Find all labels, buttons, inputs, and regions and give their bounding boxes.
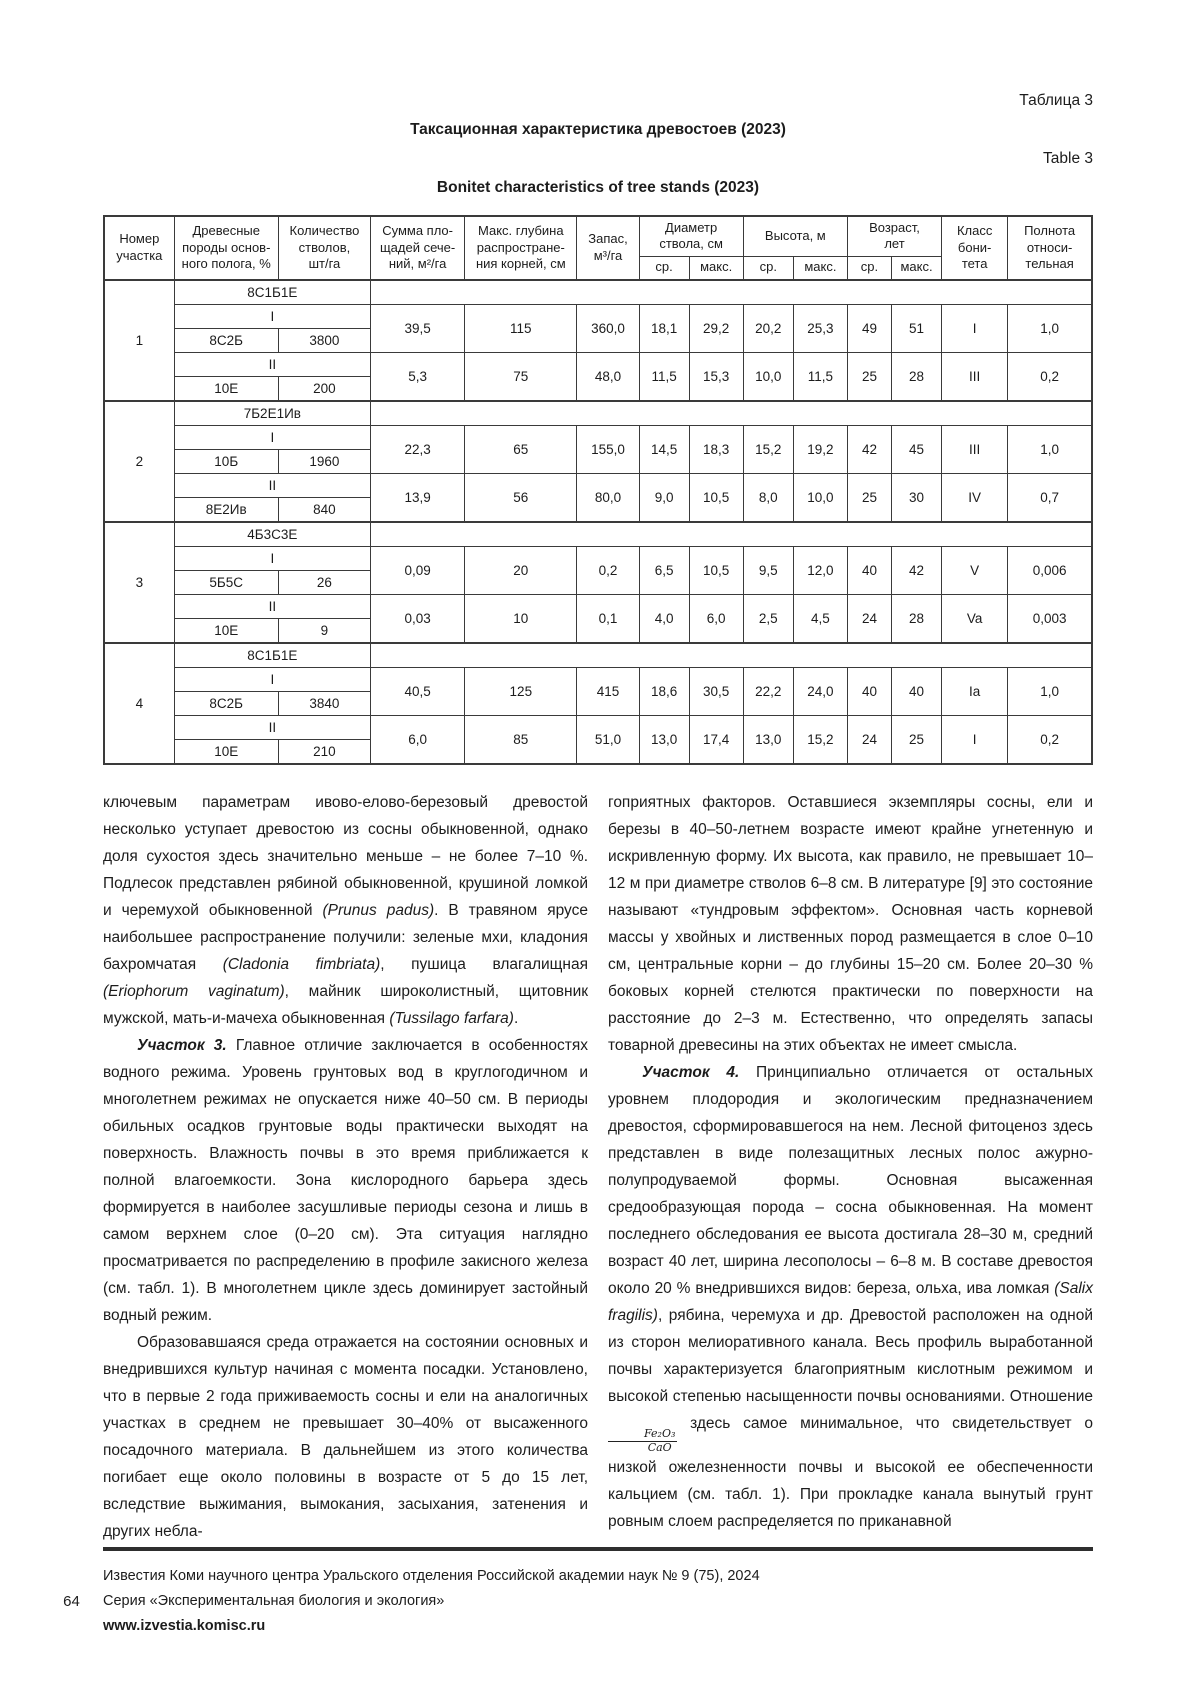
species-cell: 8С2Б <box>174 692 278 716</box>
data-cell: 0,2 <box>1008 353 1092 402</box>
data-cell: III <box>942 426 1008 474</box>
page-number: 64 <box>63 1593 80 1611</box>
stem-count-cell: 3840 <box>278 692 370 716</box>
data-cell: Va <box>942 595 1008 644</box>
text-run: , рябина, черемуха и др. Древостой расположен на одной из сторон мелиоративного канала. Весь профиль выработанной почвы характеризуется благоприятным кислотным режимом и высокой степенью насыщенности почвы основаниями. Отношение <box>608 1307 1093 1405</box>
tier-label-cell: II <box>174 474 370 498</box>
body-paragraph <box>103 789 588 1032</box>
stem-count-cell: 1960 <box>278 450 370 474</box>
tier-label-cell: I <box>174 668 370 692</box>
header-height-max: макс. <box>793 256 847 280</box>
data-cell: 19,2 <box>793 426 847 474</box>
text-run: . В травяном ярусе наибольшее распространение получили: зеленые мхи, кладония бахромчатая <box>103 902 588 973</box>
data-cell: 18,1 <box>639 305 689 353</box>
data-cell: 13,9 <box>371 474 465 523</box>
tier-label-cell: I <box>174 426 370 450</box>
section-number-cell: 3 <box>104 522 174 643</box>
body-paragraph-plot3 <box>103 1032 588 1329</box>
species-cell: 10Е <box>174 740 278 765</box>
data-cell: 11,5 <box>793 353 847 402</box>
data-cell: 9,5 <box>743 547 793 595</box>
data-cell: I <box>942 305 1008 353</box>
text-column-left <box>103 789 588 1545</box>
data-cell: 360,0 <box>577 305 639 353</box>
data-cell: 20 <box>465 547 577 595</box>
table-title-ru: Таксационная характеристика древостоев (2023) <box>410 121 786 138</box>
table-title-en: Bonitet characteristics of tree stands (2023) <box>436 179 760 196</box>
data-cell: 4,0 <box>639 595 689 644</box>
header-species: Древесные породы основ- ного полога, % <box>174 216 278 280</box>
data-cell: 30,5 <box>689 668 743 716</box>
data-cell: IV <box>942 474 1008 523</box>
header-root-depth: Макс. глубина распростране- ния корней, см <box>465 216 577 280</box>
table-label-en: Table 3 <box>1043 150 1093 167</box>
composition-row <box>104 522 1092 547</box>
data-cell: 4,5 <box>793 595 847 644</box>
header-height: Высота, м <box>743 216 847 256</box>
data-cell: 125 <box>465 668 577 716</box>
tier-label-row <box>104 353 1092 377</box>
data-cell: 155,0 <box>577 426 639 474</box>
tier-label-row <box>104 716 1092 740</box>
tier-label-row <box>104 474 1092 498</box>
data-cell: 10,0 <box>743 353 793 402</box>
data-cell: 9,0 <box>639 474 689 523</box>
data-cell: I <box>942 716 1008 765</box>
data-cell: 56 <box>465 474 577 523</box>
data-cell: 40 <box>892 668 942 716</box>
header-diameter-avg: ср. <box>639 256 689 280</box>
composition-cell: 8С1Б1Е <box>174 643 370 668</box>
data-cell: 42 <box>847 426 891 474</box>
data-cell: 80,0 <box>577 474 639 523</box>
data-cell: 20,2 <box>743 305 793 353</box>
composition-empty-cell <box>371 401 1092 426</box>
text-column-right <box>608 789 1093 1545</box>
fraction-fe2o3-cao: $\frac{\text{Fe₂O₃}}{\text{CaO}}$ <box>608 1428 677 1454</box>
header-age-avg: ср. <box>847 256 891 280</box>
data-cell: 42 <box>892 547 942 595</box>
data-cell: 115 <box>465 305 577 353</box>
data-cell: 51,0 <box>577 716 639 765</box>
data-cell: 12,0 <box>793 547 847 595</box>
data-cell: 0,1 <box>577 595 639 644</box>
tier-label-row <box>104 305 1092 329</box>
species-cell: 8Е2Ив <box>174 498 278 523</box>
data-cell: 0,2 <box>577 547 639 595</box>
data-cell: 18,6 <box>639 668 689 716</box>
species-cell: 5Б5С <box>174 571 278 595</box>
header-plot-number: Номер участка <box>104 216 174 280</box>
composition-empty-cell <box>371 280 1092 305</box>
data-cell: 8,0 <box>743 474 793 523</box>
footer-website: www.izvestia.komisc.ru <box>103 1618 266 1635</box>
data-cell: 6,0 <box>689 595 743 644</box>
data-cell: 1,0 <box>1008 426 1092 474</box>
composition-empty-cell <box>371 522 1092 547</box>
species-cell: 10Б <box>174 450 278 474</box>
header-stock: Запас, м³/га <box>577 216 639 280</box>
latin-species-name: (Prunus padus) <box>322 902 435 919</box>
tier-label-cell: I <box>174 547 370 571</box>
body-paragraph <box>103 1329 588 1545</box>
stem-count-cell: 210 <box>278 740 370 765</box>
section-number-cell: 4 <box>104 643 174 764</box>
data-cell: 5,3 <box>371 353 465 402</box>
data-cell: 0,2 <box>1008 716 1092 765</box>
tier-label-cell: II <box>174 595 370 619</box>
data-cell: 1,0 <box>1008 668 1092 716</box>
data-cell: 75 <box>465 353 577 402</box>
data-cell: 25,3 <box>793 305 847 353</box>
data-cell: 40,5 <box>371 668 465 716</box>
composition-row <box>104 401 1092 426</box>
data-cell: 17,4 <box>689 716 743 765</box>
stem-count-cell: 26 <box>278 571 370 595</box>
body-paragraph-plot4 <box>608 1059 1093 1535</box>
text-run: ключевым параметрам ивово-елово-березовый древостой несколько уступает древостою из сосны обыкновенной, однако доля сухостоя здесь значительно меньше – не более 7–10 %. Подлесок представлен рябиной обыкновенной, крушиной ломкой и черемухой обыкновенной <box>103 794 588 919</box>
text-run: гоприятных факторов. Оставшиеся экземпляры сосны, ели и березы в 40–50-летнем возрасте имеют крайне угнетенную и искривленную форму. Их высота, как правило, не превышает 10–12 м при диаметре стволов 6–8 см. В литературе [9] это состояние называют «тундровым эффектом». Основная часть корневой массы у хвойных и лиственных пород размещается в слое 0–10 см, центральные корни – до глубины 15–20 см. Более 20–30 % боковых корней стелются практически по поверхности на расстояние до 2–3 м. Естественно, что определять запасы товарной древесины на этих объектах не имеет смысла. <box>608 794 1093 1054</box>
data-cell: 11,5 <box>639 353 689 402</box>
tier-label-cell: II <box>174 716 370 740</box>
data-cell: 49 <box>847 305 891 353</box>
data-cell: 65 <box>465 426 577 474</box>
tier-label-row <box>104 547 1092 571</box>
data-cell: 25 <box>892 716 942 765</box>
data-cell: 22,3 <box>371 426 465 474</box>
plot-lead-in: Участок 4. <box>642 1064 740 1081</box>
composition-cell: 4Б3С3Е <box>174 522 370 547</box>
data-cell: 0,09 <box>371 547 465 595</box>
data-cell: 22,2 <box>743 668 793 716</box>
stem-count-cell: 840 <box>278 498 370 523</box>
data-cell: 24 <box>847 595 891 644</box>
data-cell: 40 <box>847 668 891 716</box>
header-bonitet: Класс бони- тета <box>942 216 1008 280</box>
data-cell: 29,2 <box>689 305 743 353</box>
data-cell: Ia <box>942 668 1008 716</box>
data-cell: 10 <box>465 595 577 644</box>
footer-journal-title: Известия Коми научного центра Уральского отделения Российской академии наук № 9 (75), 2024 <box>103 1568 760 1585</box>
data-cell: 10,5 <box>689 474 743 523</box>
composition-cell: 7Б2Е1Ив <box>174 401 370 426</box>
composition-row <box>104 643 1092 668</box>
text-run: . <box>513 1010 519 1027</box>
data-cell: 10,0 <box>793 474 847 523</box>
data-cell: 28 <box>892 595 942 644</box>
data-cell: 0,006 <box>1008 547 1092 595</box>
data-cell: 25 <box>847 474 891 523</box>
species-cell: 10Е <box>174 377 278 402</box>
taxation-table <box>103 215 1093 765</box>
data-cell: 51 <box>892 305 942 353</box>
tier-label-row <box>104 668 1092 692</box>
data-cell: 10,5 <box>689 547 743 595</box>
data-cell: 6,5 <box>639 547 689 595</box>
data-cell: 13,0 <box>639 716 689 765</box>
page-footer <box>63 1564 1093 1639</box>
data-cell: 24 <box>847 716 891 765</box>
text-run: Образовавшаяся среда отражается на состоянии основных и внедрившихся культур начиная с момента посадки. Установлено, что в первые 2 года приживаемость сосны и ели на аналогичных участках в среднем не превышает 30–40% от высаженного посадочного материала. В дальнейшем из этого количества погибает еще около половины в возрасте от 5 до 15 лет, вследствие выжимания, вымокания, засыхания, затенения и других небла- <box>103 1334 588 1540</box>
composition-empty-cell <box>371 643 1092 668</box>
data-cell: III <box>942 353 1008 402</box>
header-fullness: Полнота относи- тельная <box>1008 216 1092 280</box>
table-body <box>104 280 1092 764</box>
latin-species-name: (Salix fragilis) <box>608 1280 1093 1324</box>
data-cell: 14,5 <box>639 426 689 474</box>
footer-lines <box>103 1564 760 1639</box>
header-basal-area: Сумма пло- щадей сече- ний, м²/га <box>371 216 465 280</box>
plot-lead-in: Участок 3. <box>137 1037 227 1054</box>
data-cell: 15,2 <box>793 716 847 765</box>
species-cell: 8С2Б <box>174 329 278 353</box>
data-cell: 85 <box>465 716 577 765</box>
header-age-max: макс. <box>892 256 942 280</box>
data-cell: 2,5 <box>743 595 793 644</box>
data-cell: 48,0 <box>577 353 639 402</box>
data-cell: 15,3 <box>689 353 743 402</box>
data-cell: V <box>942 547 1008 595</box>
data-cell: 18,3 <box>689 426 743 474</box>
stem-count-cell: 200 <box>278 377 370 402</box>
data-cell: 0,7 <box>1008 474 1092 523</box>
data-cell: 415 <box>577 668 639 716</box>
header-height-avg: ср. <box>743 256 793 280</box>
section-number-cell: 1 <box>104 280 174 401</box>
data-cell: 40 <box>847 547 891 595</box>
data-cell: 6,0 <box>371 716 465 765</box>
data-cell: 15,2 <box>743 426 793 474</box>
data-cell: 39,5 <box>371 305 465 353</box>
section-number-cell: 2 <box>104 401 174 522</box>
tier-label-cell: II <box>174 353 370 377</box>
text-run: Главное отличие заключается в особенностях водного режима. Уровень грунтовых вод в круглогодичном и многолетнем режимах не опускается ниже 40–50 см. В периоды обильных осадков грунтовые воды практически выходят на поверхность. Влажность почвы в это время приближается к полной влагоемкости. Зона кислородного барьера здесь формируется в наиболее засушливые периоды сезона и лишь в самом верхнем слое (0–20 см). Эта ситуация наглядно просматривается по распределению в профиле закисного железа (см. табл. 1). В многолетнем цикле здесь доминирует застойный водный режим. <box>103 1037 588 1324</box>
header-diameter-max: макс. <box>689 256 743 280</box>
table-header <box>104 216 1092 280</box>
header-age: Возраст, лет <box>847 216 941 256</box>
latin-species-name: (Tussilago farfara) <box>389 1010 514 1027</box>
tier-label-row <box>104 595 1092 619</box>
composition-cell: 8С1Б1Е <box>174 280 370 305</box>
latin-species-name: (Cladonia fimbriata) <box>222 956 381 973</box>
footer-rule <box>103 1547 1093 1551</box>
header-diameter: Диаметр ствола, см <box>639 216 743 256</box>
data-cell: 0,003 <box>1008 595 1092 644</box>
stem-count-cell: 3800 <box>278 329 370 353</box>
tier-label-cell: I <box>174 305 370 329</box>
data-cell: 24,0 <box>793 668 847 716</box>
table-label-ru: Таблица 3 <box>1019 92 1093 109</box>
body-text <box>103 789 1093 1545</box>
header-stems: Количество стволов, шт/га <box>278 216 370 280</box>
data-cell: 0,03 <box>371 595 465 644</box>
data-cell: 45 <box>892 426 942 474</box>
footer-series: Серия «Экспериментальная биология и экология» <box>103 1593 445 1610</box>
text-run: здесь самое минимальное, что свидетельствует о низкой ожелезненности почвы и высокой ее обеспеченности кальцием (см. табл. 1). При прокладке канала вынутый грунт ровным слоем распределяется по приканавной <box>608 1415 1093 1531</box>
tier-label-row <box>104 426 1092 450</box>
data-cell: 28 <box>892 353 942 402</box>
stem-count-cell: 9 <box>278 619 370 644</box>
data-cell: 1,0 <box>1008 305 1092 353</box>
data-cell: 13,0 <box>743 716 793 765</box>
composition-row <box>104 280 1092 305</box>
text-run: , пушица влагалищная <box>380 956 588 973</box>
latin-species-name: (Eriophorum vaginatum) <box>103 983 285 1000</box>
data-cell: 30 <box>892 474 942 523</box>
text-run: Принципиально отличается от остальных уровнем плодородия и экологическим предназначением древостоя, сформировавшегося на нем. Лесной фитоценоз здесь представлен в виде полезащитных лесных полос ажурно-полупродуваемой формы. Основная высаженная средообразующая порода – сосна обыкновенная. На момент последнего обследования ее высота достигала 28–30 м, средний возраст 40 лет, ширина лесополосы – 6–8 м. В составе древостоя около 20 % внедрившихся видов: береза, ольха, ива ломкая <box>608 1064 1093 1297</box>
text-run: , майник широколистный, щитовник мужской, мать-и-мачеха обыкновенная <box>103 983 589 1027</box>
data-cell: 25 <box>847 353 891 402</box>
body-paragraph <box>608 789 1093 1059</box>
species-cell: 10Е <box>174 619 278 644</box>
